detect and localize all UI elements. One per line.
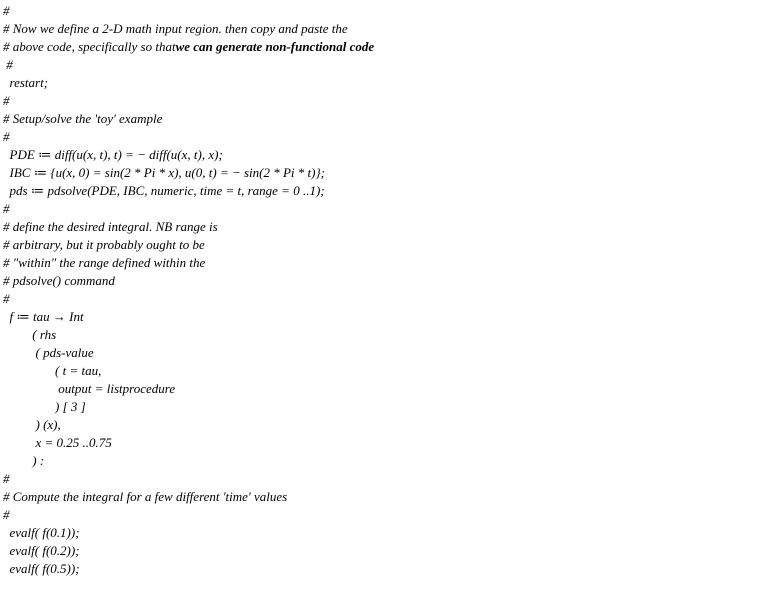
comment-line[interactable] bbox=[3, 200, 10, 218]
line-text: # Compute the integral for a few different 'time' values bbox=[3, 489, 288, 504]
line-text: evalf( f(0.1)); bbox=[3, 525, 80, 540]
bold-comment-text: we can generate non-functional code bbox=[175, 39, 375, 54]
maple-worksheet[interactable] bbox=[3, 2, 763, 592]
line-text: # bbox=[3, 201, 10, 216]
code-line[interactable] bbox=[3, 524, 80, 542]
code-line[interactable] bbox=[3, 146, 223, 164]
comment-line[interactable] bbox=[3, 470, 10, 488]
line-text: # arbitrary, but it probably ought to be bbox=[3, 237, 205, 252]
code-line[interactable] bbox=[3, 380, 175, 398]
comment-line[interactable] bbox=[3, 56, 13, 74]
line-text: ) : bbox=[3, 453, 45, 468]
code-line[interactable] bbox=[3, 344, 94, 362]
code-line[interactable] bbox=[3, 434, 112, 452]
line-text: ) [ 3 ] bbox=[3, 399, 86, 414]
comment-line[interactable] bbox=[3, 20, 348, 38]
comment-line[interactable] bbox=[3, 128, 10, 146]
code-line[interactable] bbox=[3, 362, 101, 380]
code-line[interactable] bbox=[3, 398, 86, 416]
code-line[interactable] bbox=[3, 452, 44, 470]
line-text: # bbox=[3, 93, 10, 108]
line-text: # "within" the range defined within the bbox=[3, 255, 206, 270]
comment-line[interactable] bbox=[3, 2, 10, 20]
line-text: ( rhs bbox=[3, 327, 57, 342]
line-text: # bbox=[3, 507, 10, 522]
line-text: # bbox=[3, 291, 10, 306]
line-text: # define the desired integral. NB range is bbox=[3, 219, 218, 234]
line-text: restart; bbox=[3, 75, 49, 90]
comment-line[interactable] bbox=[3, 272, 115, 290]
line-text: evalf( f(0.2)); bbox=[3, 543, 80, 558]
code-line[interactable] bbox=[3, 416, 61, 434]
comment-line[interactable] bbox=[3, 506, 10, 524]
comment-line[interactable] bbox=[3, 38, 374, 56]
line-text: # pdsolve() command bbox=[3, 273, 115, 288]
line-text: # bbox=[3, 129, 10, 144]
line-text: ( t = tau, bbox=[3, 363, 102, 378]
code-line[interactable] bbox=[3, 326, 56, 344]
line-text: # bbox=[3, 471, 10, 486]
line-text: f ≔ tau → Int bbox=[3, 309, 84, 324]
comment-line[interactable] bbox=[3, 488, 287, 506]
code-line[interactable] bbox=[3, 182, 325, 200]
code-line[interactable] bbox=[3, 542, 80, 560]
line-text: ) (x), bbox=[3, 417, 61, 432]
comment-line[interactable] bbox=[3, 110, 162, 128]
code-line[interactable] bbox=[3, 308, 84, 326]
line-text: IBC ≔ {u(x, 0) = sin(2 * Pi * x), u(0, t) = − sin(2 * Pi * t)}; bbox=[3, 165, 326, 180]
line-text: x = 0.25 ..0.75 bbox=[3, 435, 112, 450]
line-text: # bbox=[3, 57, 13, 72]
line-text: # above code, specifically so that bbox=[3, 39, 176, 54]
line-text: pds ≔ pdsolve(PDE, IBC, numeric, time = t, range = 0 ..1); bbox=[3, 183, 325, 198]
line-text: evalf( f(0.5)); bbox=[3, 561, 80, 576]
line-text: output = listprocedure bbox=[3, 381, 176, 396]
comment-line[interactable] bbox=[3, 254, 205, 272]
comment-line[interactable] bbox=[3, 290, 10, 308]
code-line[interactable] bbox=[3, 164, 325, 182]
comment-line[interactable] bbox=[3, 218, 218, 236]
line-text: ( pds-value bbox=[3, 345, 94, 360]
line-text: # Now we define a 2-D math input region. then copy and paste the bbox=[3, 21, 348, 36]
code-line[interactable] bbox=[3, 74, 48, 92]
comment-line[interactable] bbox=[3, 236, 205, 254]
code-line[interactable] bbox=[3, 560, 80, 578]
line-text: PDE ≔ diff(u(x, t), t) = − diff(u(x, t), x); bbox=[3, 147, 223, 162]
line-text: # bbox=[3, 3, 10, 18]
comment-line[interactable] bbox=[3, 92, 10, 110]
line-text: # Setup/solve the 'toy' example bbox=[3, 111, 163, 126]
